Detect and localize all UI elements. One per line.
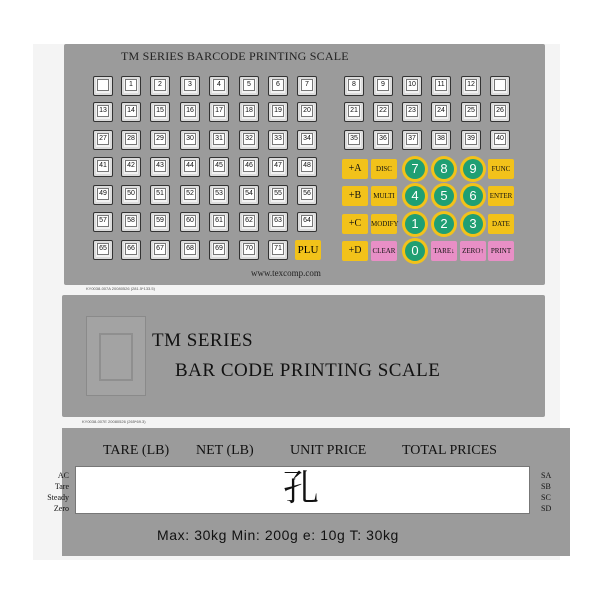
key-label: 6 bbox=[272, 79, 284, 91]
numeric-key-6[interactable]: 6 bbox=[463, 186, 483, 206]
key-55[interactable] bbox=[268, 185, 288, 205]
key-4[interactable] bbox=[209, 76, 229, 96]
key-9[interactable] bbox=[373, 76, 393, 96]
key-50[interactable] bbox=[121, 185, 141, 205]
key-label: 27 bbox=[97, 133, 109, 145]
key-label: 37 bbox=[406, 133, 418, 145]
key-label: 23 bbox=[406, 105, 418, 117]
key-61[interactable] bbox=[209, 212, 229, 232]
key-70[interactable] bbox=[239, 240, 259, 260]
key-label: 60 bbox=[184, 215, 196, 227]
function-key-enter[interactable]: ENTER bbox=[488, 186, 514, 206]
key-label: 47 bbox=[272, 160, 284, 172]
key-label: 7 bbox=[301, 79, 313, 91]
key-22[interactable] bbox=[373, 102, 393, 122]
indicator-tare: Tare bbox=[54, 482, 69, 491]
key-15[interactable] bbox=[150, 102, 170, 122]
key-20[interactable] bbox=[297, 102, 317, 122]
key-12[interactable] bbox=[461, 76, 481, 96]
key-62[interactable] bbox=[239, 212, 259, 232]
numeric-key-9[interactable]: 9 bbox=[463, 159, 483, 179]
key-label: 59 bbox=[154, 215, 166, 227]
key-label: 28 bbox=[125, 133, 137, 145]
key-label: 8 bbox=[348, 79, 360, 91]
key-71[interactable] bbox=[268, 240, 288, 260]
function-key-+d[interactable]: +D bbox=[342, 241, 368, 261]
key-label: 48 bbox=[301, 160, 313, 172]
key-68[interactable] bbox=[180, 240, 200, 260]
key-label: 10 bbox=[406, 79, 418, 91]
function-key-multi[interactable]: MULTI bbox=[371, 186, 397, 206]
key-54[interactable] bbox=[239, 185, 259, 205]
key-1[interactable] bbox=[121, 76, 141, 96]
key-label: 35 bbox=[348, 133, 360, 145]
label-line-1: TM SERIES bbox=[152, 330, 254, 351]
key-label: 1 bbox=[125, 79, 137, 91]
key-label: 18 bbox=[243, 105, 255, 117]
key-37[interactable] bbox=[402, 130, 422, 150]
key-58[interactable] bbox=[121, 212, 141, 232]
key-44[interactable] bbox=[180, 157, 200, 177]
key-label bbox=[494, 79, 506, 91]
key-label: 15 bbox=[154, 105, 166, 117]
header-tare: TARE (LB) bbox=[103, 443, 170, 458]
key-label: 63 bbox=[272, 215, 284, 227]
indicator-sb: SB bbox=[541, 482, 551, 491]
key-label: 32 bbox=[243, 133, 255, 145]
key-67[interactable] bbox=[150, 240, 170, 260]
key-57[interactable] bbox=[93, 212, 113, 232]
indicator-zero: Zero bbox=[53, 504, 69, 513]
function-key-clear[interactable]: CLEAR bbox=[371, 241, 397, 261]
key-2[interactable] bbox=[150, 76, 170, 96]
key-49[interactable] bbox=[93, 185, 113, 205]
key-26[interactable] bbox=[490, 102, 510, 122]
function-key-date[interactable]: DATE bbox=[488, 214, 514, 234]
key-17[interactable] bbox=[209, 102, 229, 122]
key-label: 41 bbox=[97, 160, 109, 172]
key-label: 39 bbox=[465, 133, 477, 145]
label-part-code: KY0038-007E 20080526 (265*69.3) bbox=[82, 419, 146, 424]
numeric-key-2[interactable]: 2 bbox=[434, 214, 454, 234]
key-21[interactable] bbox=[344, 102, 364, 122]
key-label: 45 bbox=[213, 160, 225, 172]
function-key-zero[interactable]: ZERO↑ bbox=[460, 241, 486, 261]
key-label: 24 bbox=[435, 105, 447, 117]
key-label: 31 bbox=[213, 133, 225, 145]
key-label: 69 bbox=[213, 243, 225, 255]
website-url: www.texcomp.com bbox=[251, 268, 321, 278]
key-63[interactable] bbox=[268, 212, 288, 232]
key-label: 46 bbox=[243, 160, 255, 172]
key-label: 52 bbox=[184, 188, 196, 200]
numeric-key-0[interactable]: 0 bbox=[405, 241, 425, 261]
key-label: 17 bbox=[213, 105, 225, 117]
key-label: 30 bbox=[184, 133, 196, 145]
key-46[interactable] bbox=[239, 157, 259, 177]
display-glyph: 孔 bbox=[283, 468, 320, 509]
right-indicators bbox=[541, 470, 551, 514]
key-39[interactable] bbox=[461, 130, 481, 150]
key-11[interactable] bbox=[431, 76, 451, 96]
key-40[interactable] bbox=[490, 130, 510, 150]
indicator-sc: SC bbox=[541, 493, 551, 502]
key-8[interactable] bbox=[344, 76, 364, 96]
indicator-steady: Steady bbox=[47, 493, 69, 502]
key-41[interactable] bbox=[93, 157, 113, 177]
key-60[interactable] bbox=[180, 212, 200, 232]
key-blank[interactable] bbox=[93, 76, 113, 96]
key-label: 22 bbox=[377, 105, 389, 117]
key-label: 14 bbox=[125, 105, 137, 117]
key-25[interactable] bbox=[461, 102, 481, 122]
function-key-print[interactable]: PRINT bbox=[488, 241, 514, 261]
key-69[interactable] bbox=[209, 240, 229, 260]
key-64[interactable] bbox=[297, 212, 317, 232]
key-label bbox=[97, 79, 109, 91]
key-52[interactable] bbox=[180, 185, 200, 205]
function-key-modify[interactable]: MODIFY bbox=[371, 214, 397, 234]
key-label: 11 bbox=[435, 79, 447, 91]
key-label: 49 bbox=[97, 188, 109, 200]
key-label: 53 bbox=[213, 188, 225, 200]
key-66[interactable] bbox=[121, 240, 141, 260]
key-label: 2 bbox=[154, 79, 166, 91]
key-24[interactable] bbox=[431, 102, 451, 122]
key-label: 13 bbox=[97, 105, 109, 117]
key-3[interactable] bbox=[180, 76, 200, 96]
key-label: 67 bbox=[154, 243, 166, 255]
key-label: 25 bbox=[465, 105, 477, 117]
key-42[interactable] bbox=[121, 157, 141, 177]
logo-mark bbox=[86, 316, 146, 396]
key-33[interactable] bbox=[268, 130, 288, 150]
key-label: 43 bbox=[154, 160, 166, 172]
left-indicators bbox=[44, 470, 69, 514]
key-label: 51 bbox=[154, 188, 166, 200]
label-line-2: BAR CODE PRINTING SCALE bbox=[175, 360, 441, 381]
key-31[interactable] bbox=[209, 130, 229, 150]
key-label: 38 bbox=[435, 133, 447, 145]
key-6[interactable] bbox=[268, 76, 288, 96]
key-label: 40 bbox=[494, 133, 506, 145]
numeric-key-7[interactable]: 7 bbox=[405, 159, 425, 179]
key-label: 26 bbox=[494, 105, 506, 117]
key-28[interactable] bbox=[121, 130, 141, 150]
key-label: 36 bbox=[377, 133, 389, 145]
key-36[interactable] bbox=[373, 130, 393, 150]
key-16[interactable] bbox=[180, 102, 200, 122]
key-53[interactable] bbox=[209, 185, 229, 205]
key-34[interactable] bbox=[297, 130, 317, 150]
key-label: 44 bbox=[184, 160, 196, 172]
key-23[interactable] bbox=[402, 102, 422, 122]
key-label: 50 bbox=[125, 188, 137, 200]
key-label: 5 bbox=[243, 79, 255, 91]
numeric-key-8[interactable]: 8 bbox=[434, 159, 454, 179]
numeric-key-4[interactable]: 4 bbox=[405, 186, 425, 206]
function-key-+c[interactable]: +C bbox=[342, 214, 368, 234]
key-label: 57 bbox=[97, 215, 109, 227]
key-label: 55 bbox=[272, 188, 284, 200]
key-51[interactable] bbox=[150, 185, 170, 205]
indicator-sd: SD bbox=[541, 504, 552, 513]
key-14[interactable] bbox=[121, 102, 141, 122]
plu-key[interactable]: PLU bbox=[295, 240, 321, 260]
key-32[interactable] bbox=[239, 130, 259, 150]
key-label: 56 bbox=[301, 188, 313, 200]
indicator-ac: AC bbox=[57, 471, 69, 480]
key-label: 16 bbox=[184, 105, 196, 117]
key-label: 33 bbox=[272, 133, 284, 145]
function-key-+a[interactable]: +A bbox=[342, 159, 368, 179]
key-label: 68 bbox=[184, 243, 196, 255]
key-label: 66 bbox=[125, 243, 137, 255]
key-35[interactable] bbox=[344, 130, 364, 150]
keypad-title: TM SERIES BARCODE PRINTING SCALE bbox=[121, 49, 349, 63]
key-45[interactable] bbox=[209, 157, 229, 177]
key-label: 70 bbox=[243, 243, 255, 255]
key-label: 65 bbox=[97, 243, 109, 255]
key-label: 71 bbox=[272, 243, 284, 255]
key-10[interactable] bbox=[402, 76, 422, 96]
key-13[interactable] bbox=[93, 102, 113, 122]
header-total-prices: TOTAL PRICES bbox=[402, 443, 497, 458]
key-59[interactable] bbox=[150, 212, 170, 232]
key-30[interactable] bbox=[180, 130, 200, 150]
header-unit-price: UNIT PRICE bbox=[290, 443, 367, 458]
function-key-disc[interactable]: DISC bbox=[371, 159, 397, 179]
key-18[interactable] bbox=[239, 102, 259, 122]
key-label: 61 bbox=[213, 215, 225, 227]
key-label: 42 bbox=[125, 160, 137, 172]
keypad-part-code: KY0038-007A 20080526 (281.5*133.5) bbox=[86, 286, 155, 291]
key-label: 3 bbox=[184, 79, 196, 91]
numeric-key-5[interactable]: 5 bbox=[434, 186, 454, 206]
key-label: 21 bbox=[348, 105, 360, 117]
key-27[interactable] bbox=[93, 130, 113, 150]
key-label: 4 bbox=[213, 79, 225, 91]
key-38[interactable] bbox=[431, 130, 451, 150]
key-label: 12 bbox=[465, 79, 477, 91]
key-19[interactable] bbox=[268, 102, 288, 122]
key-29[interactable] bbox=[150, 130, 170, 150]
header-net: NET (LB) bbox=[196, 443, 254, 458]
key-label: 19 bbox=[272, 105, 284, 117]
capacity-footer: Max: 30kg Min: 200g e: 10g T: 30kg bbox=[157, 527, 399, 543]
key-label: 9 bbox=[377, 79, 389, 91]
key-blank[interactable] bbox=[490, 76, 510, 96]
key-56[interactable] bbox=[297, 185, 317, 205]
key-label: 20 bbox=[301, 105, 313, 117]
function-key-+b[interactable]: +B bbox=[342, 186, 368, 206]
key-43[interactable] bbox=[150, 157, 170, 177]
key-label: 29 bbox=[154, 133, 166, 145]
numeric-key-1[interactable]: 1 bbox=[405, 214, 425, 234]
key-48[interactable] bbox=[297, 157, 317, 177]
indicator-sa: SA bbox=[541, 471, 552, 480]
key-5[interactable] bbox=[239, 76, 259, 96]
numeric-key-3[interactable]: 3 bbox=[463, 214, 483, 234]
key-7[interactable] bbox=[297, 76, 317, 96]
function-key-tare[interactable]: TARE↓ bbox=[431, 241, 457, 261]
key-label: 58 bbox=[125, 215, 137, 227]
key-label: 62 bbox=[243, 215, 255, 227]
key-label: 54 bbox=[243, 188, 255, 200]
key-65[interactable] bbox=[93, 240, 113, 260]
key-47[interactable] bbox=[268, 157, 288, 177]
key-label: 34 bbox=[301, 133, 313, 145]
key-label: 64 bbox=[301, 215, 313, 227]
function-key-func[interactable]: FUNC bbox=[488, 159, 514, 179]
